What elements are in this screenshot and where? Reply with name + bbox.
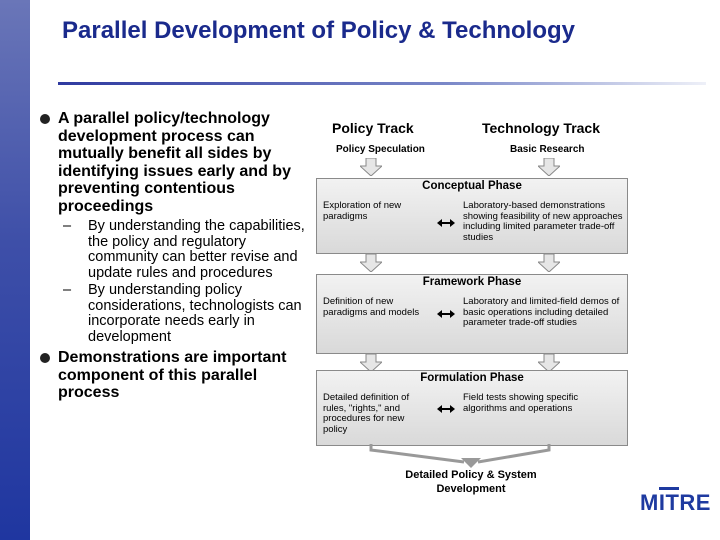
slide-sidebar-band xyxy=(0,0,30,540)
process-diagram xyxy=(316,112,626,502)
bullet-item xyxy=(38,349,308,402)
sub-bullet-marker: – xyxy=(63,282,72,298)
convergence-arrows-icon xyxy=(316,444,626,468)
bidirectional-arrow-icon xyxy=(437,405,455,413)
phase-technology-text: Field tests showing specific algorithms and operations xyxy=(463,392,579,414)
down-arrow-icon xyxy=(538,254,560,272)
bidirectional-arrow-icon xyxy=(437,219,455,227)
down-arrow-icon xyxy=(360,254,382,272)
framework-phase-box xyxy=(316,274,628,354)
slide-title: Parallel Development of Policy & Technology xyxy=(62,17,576,44)
sub-bullet-text: By understanding policy considerations, technologists can incorporate needs early in development xyxy=(88,282,302,345)
down-arrow-icon xyxy=(538,158,560,176)
phase-title: Framework Phase xyxy=(422,276,522,288)
phase-policy-text: Detailed definition of rules, "rights," and procedures for new policy xyxy=(323,392,410,435)
bullet-dot-icon xyxy=(40,114,50,124)
logo-text-part: RE xyxy=(679,490,711,515)
phase-policy-text: Definition of new paradigms and models xyxy=(323,296,420,318)
phase-title: Conceptual Phase xyxy=(422,180,522,192)
conceptual-phase-box xyxy=(316,178,628,254)
down-arrow-icon xyxy=(360,158,382,176)
logo-text-part: IT xyxy=(658,490,680,515)
formulation-phase-box xyxy=(316,370,628,446)
phase-title: Formulation Phase xyxy=(420,372,524,384)
bullet-text: A parallel policy/technology development process can mutually benefit all sides by identifying issues early and by preventing contentious proceedings xyxy=(58,110,291,215)
policy-start-label: Policy Speculation xyxy=(336,144,425,155)
policy-track-heading: Policy Track xyxy=(332,120,414,136)
sub-bullet-item xyxy=(38,283,308,345)
phase-technology-text: Laboratory-based demonstrations showing feasibility of new approaches including limited parameter trade-off studies xyxy=(463,200,623,243)
sub-bullet-text: By understanding the capabilities, the policy and regulatory community can better revise and update rules and procedures xyxy=(88,218,305,281)
mitre-logo xyxy=(640,490,711,516)
bidirectional-arrow-icon xyxy=(437,310,455,318)
final-development-label: Detailed Policy & System Development xyxy=(405,469,537,495)
technology-track-heading: Technology Track xyxy=(482,120,600,136)
technology-start-label: Basic Research xyxy=(510,144,585,155)
bullet-item xyxy=(38,110,308,215)
bullet-list xyxy=(38,110,308,402)
sub-bullet-item xyxy=(38,219,308,281)
bullet-dot-icon xyxy=(40,353,50,363)
logo-text-part: M xyxy=(640,490,659,515)
phase-policy-text: Exploration of new paradigms xyxy=(323,200,402,222)
title-divider xyxy=(58,82,706,85)
sub-bullet-marker: – xyxy=(63,218,72,234)
bullet-text: Demonstrations are important component of this parallel process xyxy=(58,349,287,401)
phase-technology-text: Laboratory and limited-field demos of basic operations including detailed parameter trade-off studies xyxy=(463,296,620,328)
